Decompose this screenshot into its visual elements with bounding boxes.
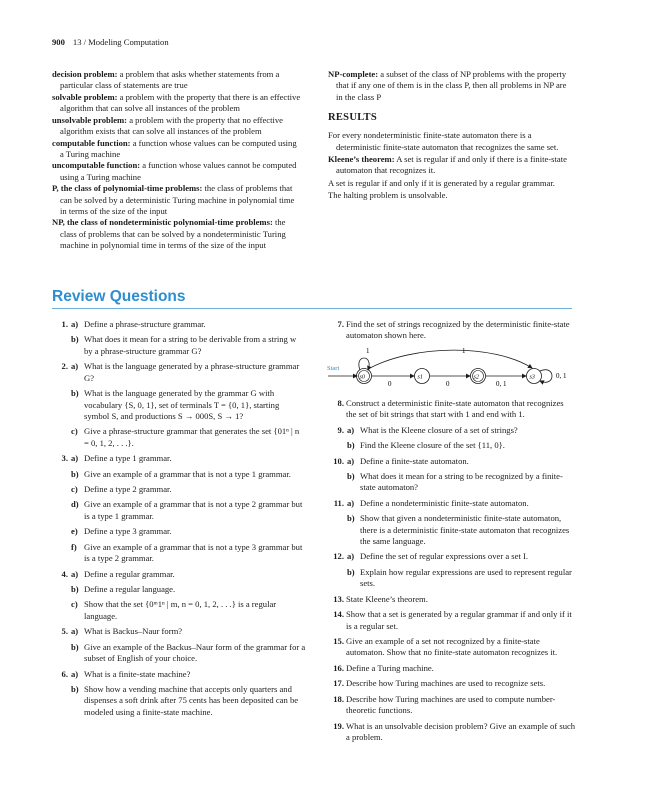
question-7: 7. Find the set of strings recognized by the deterministic finite-state automaton shown here. [337,319,570,341]
s0-loop-label: 1 [366,346,370,355]
s1-s2-label: 0 [446,379,450,388]
glossary-entry: NP-complete: a subset of the class of NP problems with the property that if any one of them is in the class P, then all problems in NP are in the class P [328,69,567,102]
section-rule [52,308,572,309]
svg-text:s0: s0 [359,374,365,381]
glossary-entry: solvable problem: a problem with the property that there is an effective algorithm that can solve all instances of the problem [52,91,301,114]
result-item: Kleene’s theorem: A set is regular if and only if there is a finite-state automaton that recognizes it. [328,154,567,176]
questions-right [324,319,576,747]
state-s0 [357,368,372,383]
question-3e: e) Define a type 3 grammar. [71,526,172,537]
page-number: 900 [52,37,65,47]
questions-left [48,319,306,722]
question-3b: b) Give an example of a grammar that is not a type 1 grammar. [71,468,291,479]
question-11a: 11. a) Define a nondeterministic finite-state automaton. [333,497,529,508]
question-3a: 3. a) Define a type 1 grammar. [61,453,172,464]
glossary-entry: unsolvable problem: a problem with the property that no effective algorithm exists that can solve all instances of the problem [52,114,283,137]
question-9a: 9. a) What is the Kleene closure of a set of strings? [337,424,518,435]
question-10b: b) What does it mean for a string to be recognized by a finite-state automaton? [347,470,563,493]
question-15: 15. Give an example of a set not recognized by a finite-state automaton. Show that no finite-state automaton recognizes it. [333,636,558,658]
s2-s3-label: 0, 1 [496,379,507,388]
glossary-right [328,69,573,203]
glossary-left [52,69,302,252]
running-header [52,37,169,48]
glossary-entry: uncomputable function: a function whose values cannot be computed using a Turing machine [52,160,297,182]
s0-s3-label: 1 [462,346,466,355]
automaton-diagram [324,346,576,396]
results-heading: RESULTS [328,112,377,124]
question-17: 17. Describe how Turing machines are used to recognize sets. [333,678,546,689]
result-item: For every nondeterministic finite-state automaton there is a deterministic finite-state automaton that recognizes the same set. [328,130,559,152]
running-title: 13 / Modeling Computation [72,37,169,47]
question-2b: b) What is the language generated by the grammar G with vocabulary {S, 0, 1}, set of terminals T = {0, 1}, starting symbol S, and productions S → 000S, S → 1? [71,388,280,421]
question-4a: 4. a) Define a regular grammar. [61,568,175,579]
question-16: 16. Define a Turing machine. [333,662,434,673]
glossary-entry: computable function: a function whose values can be computed using a Turing machine [52,137,297,159]
question-6b: b) Show how a vending machine that accepts only quarters and dispenses a soft drink after 75 cents has been deposited can be modeled using a finite-state machine. [71,683,299,717]
question-5b: b) Give an example of the Backus–Naur form of the grammar for a subset of English of your choice. [71,641,306,664]
question-19: 19. What is an unsolvable decision problem? Give an example of such a problem. [333,720,576,742]
question-11b: b) Show that given a nondeterministic finite-state automaton, there is a deterministic finite-state automaton that recognizes the same language. [347,513,570,547]
s0-s3-arc [368,350,532,369]
question-4c: c) Show that the set {0ᵐ1ⁿ | m, n = 0, 1, 2, . . .} is a regular language. [71,599,277,621]
question-2a: 2. a) What is the language generated by a phrase-structure grammar G? [61,361,300,383]
question-4b: b) Define a regular language. [71,584,176,595]
question-3f: f) Give an example of a grammar that is not a type 3 grammar but is a type 2 grammar. [71,541,303,564]
question-5a: 5. a) What is Backus–Naur form? [61,626,183,637]
state-s3 [527,368,542,383]
glossary-entry: decision problem: a problem that asks whether statements from a particular class of statements are true [52,69,280,91]
start-label: Start [327,364,340,372]
glossary-entry: P, the class of polynomial-time problems: the class of problems that can be solved by a deterministic Turing machine in polynomial time in terms of the size of the input [52,183,295,217]
svg-text:s1: s1 [417,374,423,381]
question-18: 18. Describe how Turing machines are used to compute number-theoretic functions. [333,693,556,716]
question-3d: d) Give an example of a grammar that is not a type 2 grammar but is a type 1 grammar. [71,499,303,521]
s0-s1-label: 0 [388,379,392,388]
result-item: A set is regular if and only if it is generated by a regular grammar. [328,177,555,188]
question-1a: 1. a) Define a phrase-structure grammar. [61,319,206,329]
state-s2 [471,368,486,383]
state-s1 [415,368,430,383]
question-13: 13. State Kleene’s theorem. [333,593,428,604]
question-10a: 10. a) Define a finite-state automaton. [333,455,469,466]
question-1b: b) What does it mean for a string to be derivable from a string w by a phrase-structure grammar G? [71,334,297,356]
question-8: 8. Construct a deterministic finite-state automaton that recognizes the set of bit strings that start with 1 and end with 1. [337,397,564,420]
question-12b: b) Explain how regular expressions are used to represent regular sets. [347,566,572,589]
question-3c: c) Define a type 2 grammar. [71,484,172,495]
question-9b: b) Find the Kleene closure of the set {11, 0}. [347,440,505,451]
svg-text:s2: s2 [473,374,479,381]
question-6a: 6. a) What is a finite-state machine? [61,668,191,679]
svg-text:s3: s3 [529,374,535,381]
result-item: The halting problem is unsolvable. [328,190,448,201]
question-12a: 12. a) Define the set of regular expressions over a set I. [333,551,528,562]
question-14: 14. Show that a set is generated by a regular grammar if and only if it is a regular set. [333,609,572,631]
glossary-entry: NP, the class of nondeterministic polynomial-time problems: the class of problems that can be solved by a nondeterministic Turing machine in polynomial time in terms of the size of the input [52,217,286,251]
review-questions-title: Review Questions [52,288,186,305]
s3-loop-label: 0, 1 [556,371,567,380]
question-2c: c) Give a phrase-structure grammar that generates the set {01ⁿ | n = 0, 1, 2, . . .}. [71,426,300,448]
